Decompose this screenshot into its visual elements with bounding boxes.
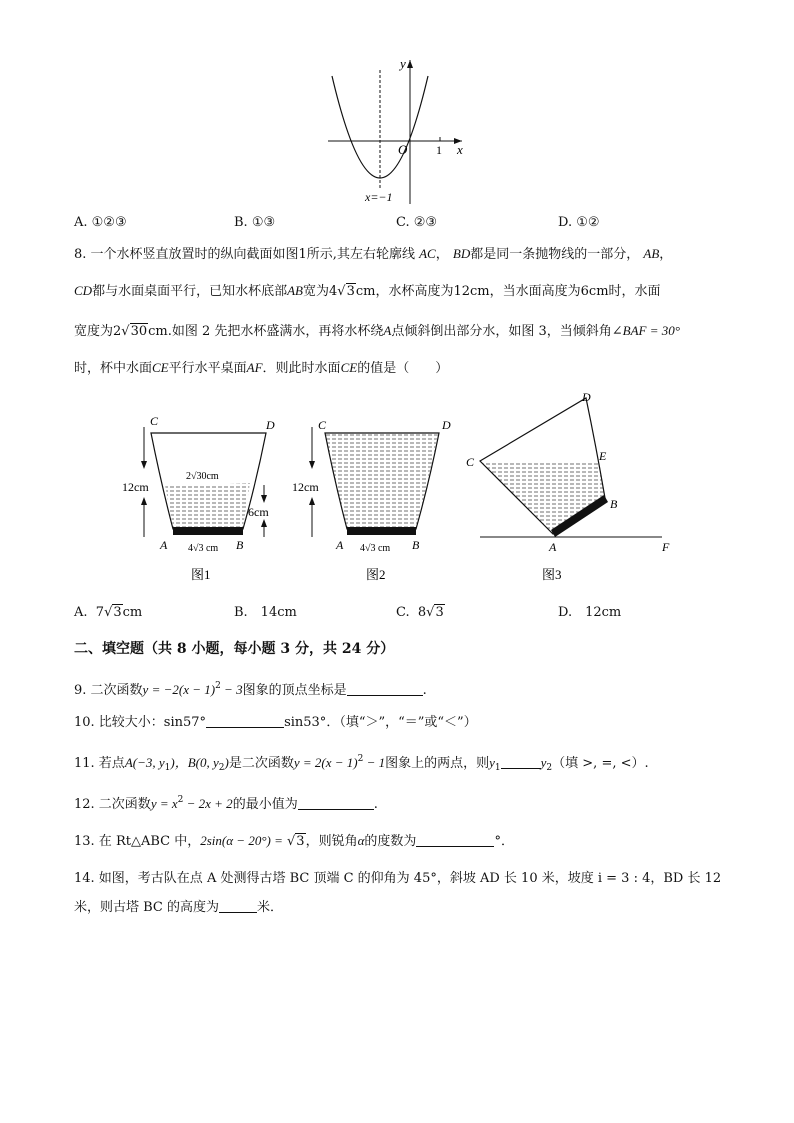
fig2-caption: 图2 xyxy=(366,567,386,582)
fig3-label-f: F xyxy=(662,540,670,554)
q14-answer-blank[interactable] xyxy=(219,898,257,913)
q11-answer-blank[interactable] xyxy=(501,754,541,769)
figure-1 xyxy=(116,413,286,585)
fig1-base xyxy=(173,527,243,535)
q8-option-d[interactable]: D. 12cm xyxy=(558,605,622,620)
fig3-label-b: B xyxy=(610,497,618,511)
fig1-caption: 图1 xyxy=(191,567,211,582)
fig2-water xyxy=(325,434,438,528)
figure-3 xyxy=(462,386,682,585)
fig2-label-c: C xyxy=(318,418,327,432)
q8-line-2: CD都与水面桌面平行，已知水杯底部AB宽为4√3cm，水杯高度为12cm，当水面高度为6cm时，水面 xyxy=(74,283,661,299)
q14-line-1: 14. 如图，考古队在点 A 处测得古塔 BC 顶端 C 的仰角为 45°，斜坡 AD 长 10 米，坡度 i = 3 : 4，BD 长 12 xyxy=(74,871,722,886)
fig1-base-width: 4√3 cm xyxy=(188,543,219,554)
q7-parabola-graph xyxy=(320,54,470,206)
fig1-water-height: 6cm xyxy=(248,505,269,519)
fig1-water xyxy=(165,483,250,527)
symmetry-label: x=−1 xyxy=(365,190,393,204)
fig1-water-width: 2√30cm xyxy=(186,471,219,482)
fig3-label-c: C xyxy=(466,455,475,469)
q7-option-a[interactable]: A. ①②③ xyxy=(74,215,127,230)
origin-label: O xyxy=(398,142,408,157)
fig1-height: 12cm xyxy=(122,480,149,494)
tick-one-label: 1 xyxy=(436,143,442,157)
q11: 11. 若点A(−3, $y_1$)，B(0, $y_2$)是二次函数$y = 2(x - 1)^2 - 1$图象上的两点，则$y_1$ $y_2$（填 >, =, <）. xyxy=(74,754,649,773)
fig2-label-d: D xyxy=(442,418,451,432)
fig3-label-d: D xyxy=(582,390,591,404)
q8-option-a[interactable]: A. 7√3cm xyxy=(74,605,143,620)
section-2-heading: 二、填空题（共 8 小题，每小题 3 分，共 24 分） xyxy=(74,641,395,657)
fig1-label-d: D xyxy=(266,418,275,432)
y-axis-arrow xyxy=(407,60,413,68)
q14-line-2: 米，则古塔 BC 的高度为 米． xyxy=(74,900,284,915)
q12-answer-blank[interactable] xyxy=(298,795,374,810)
y-axis-label: y xyxy=(400,56,406,71)
fig2-height: 12cm xyxy=(292,480,319,494)
q8-line-3: 宽度为2√30cm.如图 2 先把水杯盛满水，再将水杯绕A点倾斜倒出部分水，如图 3，当倾斜角∠BAF = 30° xyxy=(74,323,680,339)
fig3-caption: 图3 xyxy=(542,567,562,582)
figure-2 xyxy=(290,413,460,585)
q13: 13. 在 Rt△ABC 中，2sin(α − 20°) = √3，则锐角α的度数为 °． xyxy=(74,833,514,849)
q8-line-4: 时，杯中水面CE平行水平桌面AF．则此时水面CE的值是（ ） xyxy=(74,360,449,376)
fig2-label-a: A xyxy=(336,538,344,552)
fig1-label-b: B xyxy=(236,538,244,552)
fig3-label-a: A xyxy=(549,540,557,554)
x-axis-label: x xyxy=(457,142,463,157)
fig2-base xyxy=(347,527,416,535)
fig1-label-c: C xyxy=(150,414,159,428)
fig3-label-e: E xyxy=(599,449,607,463)
q8-option-c[interactable]: C. 8√3 xyxy=(396,605,444,620)
q12: 12. 二次函数$y = x^2 - 2x + 2$的最小值为 . xyxy=(74,795,378,812)
q13-answer-blank[interactable] xyxy=(416,832,494,847)
q7-option-d[interactable]: D. ①② xyxy=(558,215,600,230)
q9-answer-blank[interactable] xyxy=(347,681,423,696)
q7-option-c[interactable]: C. ②③ xyxy=(396,215,438,230)
q8-line-1: 8. 一个水杯竖直放置时的纵向截面如图1所示,其左右轮廓线 AC， BD都是同一条抛物线的一部分， AB， xyxy=(74,246,673,262)
fig2-base-width: 4√3 cm xyxy=(360,543,391,554)
fig2-label-b: B xyxy=(412,538,420,552)
fig1-label-a: A xyxy=(160,538,168,552)
q10-answer-blank[interactable] xyxy=(206,713,284,728)
q9: 9. 二次函数$y = -2(x - 1)^2 - 3$图象的顶点坐标是 . xyxy=(74,681,427,698)
q10: 10. 比较大小：sin57° sin53°．（填“＞”，“＝”或“＜”） xyxy=(74,715,477,730)
q8-option-b[interactable]: B. 14cm xyxy=(234,605,297,620)
q7-option-b[interactable]: B. ①③ xyxy=(234,215,276,230)
